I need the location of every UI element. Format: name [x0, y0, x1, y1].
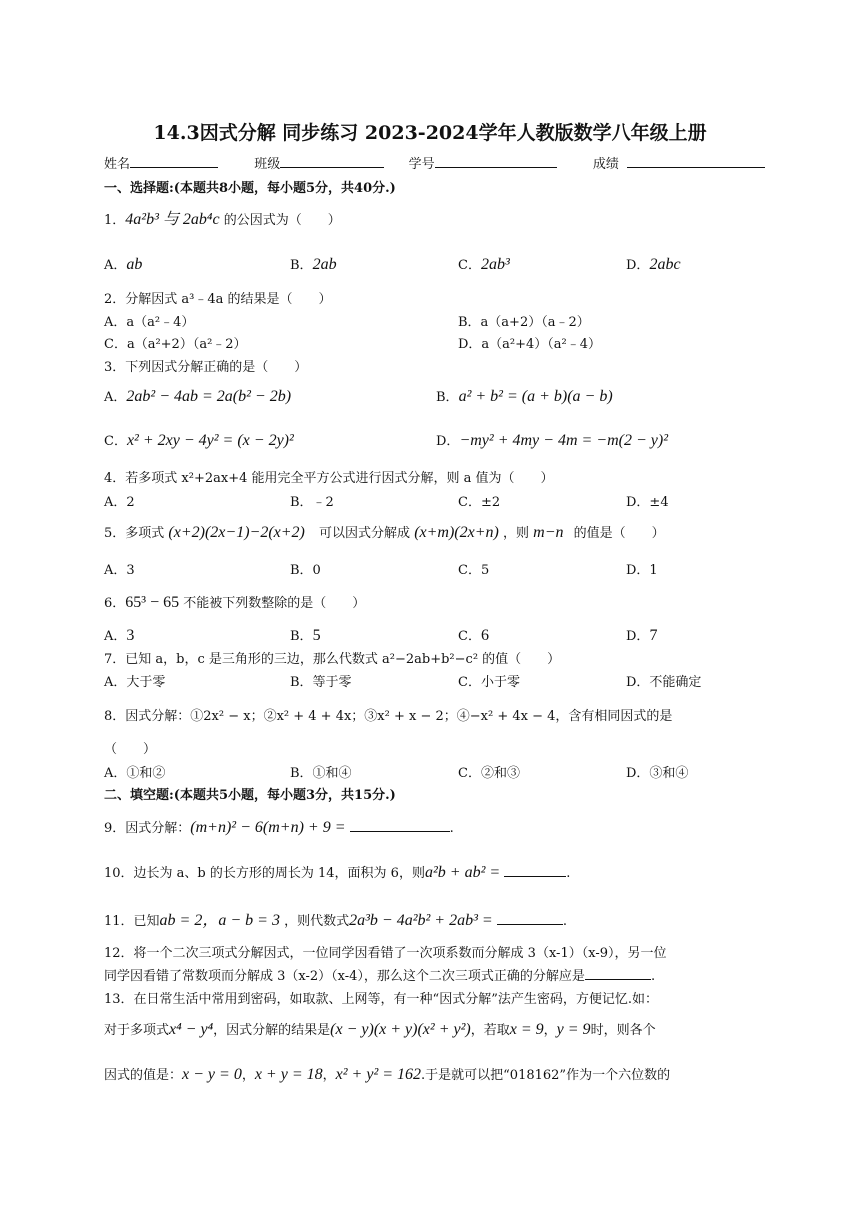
question-4: 4．若多项式 x²+2ax+4 能用完全平方公式进行因式分解，则 a 值为（ ） [104, 471, 554, 486]
q1-stem: 的公因式为（ ） [223, 213, 341, 228]
q2-option-b[interactable]: B．a（a+2）（a﹣2） [458, 315, 590, 330]
q8-option-c[interactable]: C．②和③ [458, 766, 520, 781]
q3-option-b[interactable]: B．a² + b² = (a + b)(a − b) [436, 388, 613, 405]
number-label: 学号 [408, 157, 435, 172]
q2-option-c[interactable]: C．a（a²+2）（a²﹣2） [104, 337, 247, 352]
question-3: 3．下列因式分解正确的是（ ） [104, 360, 308, 375]
q10-answer-blank[interactable] [504, 862, 566, 877]
q4-option-d[interactable]: D．±4 [626, 495, 669, 510]
q4-option-c[interactable]: C．±2 [458, 495, 501, 510]
q7-option-a[interactable]: A．大于零 [104, 675, 166, 690]
question-5: 5．多项式 (x+2)(2x−1)−2(x+2) 可以因式分解成 (x+m)(2x+n) ，则 m−n 的值是（ ） [104, 524, 665, 541]
q1-option-a[interactable]: A．ab [104, 256, 143, 273]
section-heading-2: 二、填空题:(本题共5小题，每小题3分，共15分.) [104, 788, 396, 803]
q6-option-b[interactable]: B．5 [290, 627, 321, 644]
q5-option-d[interactable]: D．1 [626, 563, 658, 578]
q6-option-d[interactable]: D．7 [626, 627, 658, 644]
question-10: 10．边长为 a、b 的长方形的周长为 14，面积为 6，则a²b + ab² = . [104, 864, 571, 881]
q4-option-a[interactable]: A．2 [104, 495, 135, 510]
q1-expression: 4a²b³ 与 2ab⁴c [125, 211, 220, 228]
name-field[interactable] [130, 153, 218, 168]
q7-option-c[interactable]: C．小于零 [458, 675, 520, 690]
question-11: 11．已知ab = 2，a − b = 3 ，则代数式2a³b − 4a²b² + 2ab³ = . [104, 912, 567, 929]
q5-option-a[interactable]: A．3 [104, 563, 135, 578]
q1-option-c[interactable]: C．2ab³ [458, 256, 510, 273]
question-7: 7．已知 a，b，c 是三角形的三边，那么代数式 a²−2ab+b²−c² 的值（ ） [104, 652, 561, 667]
page-title: 14.3因式分解 同步练习 2023-2024学年人教版数学八年级上册 [153, 122, 707, 144]
score-label: 成绩 [592, 157, 619, 172]
q5-expression-1: (x+2)(2x−1)−2(x+2) [168, 524, 305, 541]
question-12-line-2: 同学因看错了常数项而分解成 3（x-2）（x-4），那么这个二次三项式正确的分解应是 . [104, 965, 655, 984]
q10-expression: a²b + ab² = [424, 864, 501, 881]
class-label: 班级 [254, 157, 281, 172]
name-label: 姓名 [104, 157, 131, 172]
q7-option-d[interactable]: D．不能确定 [626, 675, 702, 690]
section-heading: 一、选择题:(本题共8小题，每小题5分，共40分.) [104, 181, 396, 196]
q6-option-a[interactable]: A．3 [104, 627, 135, 644]
q6-expression: 65³ − 65 [125, 594, 180, 611]
question-12-line-1: 12．将一个二次三项式分解因式，一位同学因看错了一次项系数而分解成 3（x-1）（x-9），另一位 [104, 946, 667, 961]
q5-expression-2: (x+m)(2x+n) [414, 524, 499, 541]
q1-option-b[interactable]: B．2ab [290, 256, 337, 273]
question-6: 6．65³ − 65 不能被下列数整除的是（ ） [104, 594, 366, 611]
question-13-line-1: 13．在日常生活中常用到密码，如取款、上网等，有一种“因式分解”法产生密码，方便记忆.如： [104, 992, 658, 1007]
q11-answer-blank[interactable] [497, 910, 563, 925]
q8-option-b[interactable]: B．①和④ [290, 766, 352, 781]
q6-option-c[interactable]: C．6 [458, 627, 489, 644]
q1-option-d[interactable]: D．2abc [626, 256, 681, 273]
q7-option-b[interactable]: B．等于零 [290, 675, 352, 690]
q8-answer-paren: （ ） [104, 742, 157, 757]
class-field[interactable] [280, 153, 384, 168]
question-1 [104, 206, 341, 229]
q2-option-d[interactable]: D．a（a²+4）（a²﹣4） [458, 337, 602, 352]
q11-expression: 2a³b − 4a²b² + 2ab³ = [349, 912, 493, 929]
score-field[interactable] [627, 153, 765, 168]
q4-option-b[interactable]: B．﹣2 [290, 495, 334, 510]
question-13-line-2: 对于多项式x⁴ − y⁴，因式分解的结果是(x − y)(x + y)(x² + y²)，若取x = 9，y = 9时，则各个 [104, 1021, 656, 1038]
q3-option-d[interactable]: D．−my² + 4my − 4m = −m(2 − y)² [436, 432, 668, 449]
q9-answer-blank[interactable] [350, 817, 450, 832]
q11-condition: ab = 2，a − b = 3 [159, 912, 280, 929]
q5-option-b[interactable]: B．0 [290, 563, 321, 578]
q8-option-d[interactable]: D．③和④ [626, 766, 689, 781]
q12-answer-blank[interactable] [585, 965, 651, 980]
q8-option-a[interactable]: A．①和② [104, 766, 166, 781]
question-13-line-3: 因式的值是：x − y = 0，x + y = 18，x² + y² = 162.于是就可以把“018162”作为一个六位数的 [104, 1066, 671, 1083]
q9-expression: (m+n)² − 6(m+n) + 9 = [190, 819, 346, 836]
q3-option-c[interactable]: C．x² + 2xy − 4y² = (x − 2y)² [104, 432, 294, 449]
student-info-row [104, 153, 765, 172]
q3-option-a[interactable]: A．2ab² − 4ab = 2a(b² − 2b) [104, 388, 292, 405]
question-2: 2．分解因式 a³﹣4a 的结果是（ ） [104, 292, 332, 307]
q5-expression-3: m−n [533, 524, 564, 541]
question-8: 8．因式分解：①2x² − x；②x² + 4 + 4x；③x² + x − 2；④−x² + 4x − 4，含有相同因式的是 [104, 709, 673, 724]
q1-number: 1． [104, 213, 126, 228]
q5-option-c[interactable]: C．5 [458, 563, 490, 578]
q2-option-a[interactable]: A．a（a²﹣4） [104, 315, 195, 330]
question-9: 9．因式分解：(m+n)² − 6(m+n) + 9 = . [104, 819, 454, 836]
number-field[interactable] [435, 153, 557, 168]
